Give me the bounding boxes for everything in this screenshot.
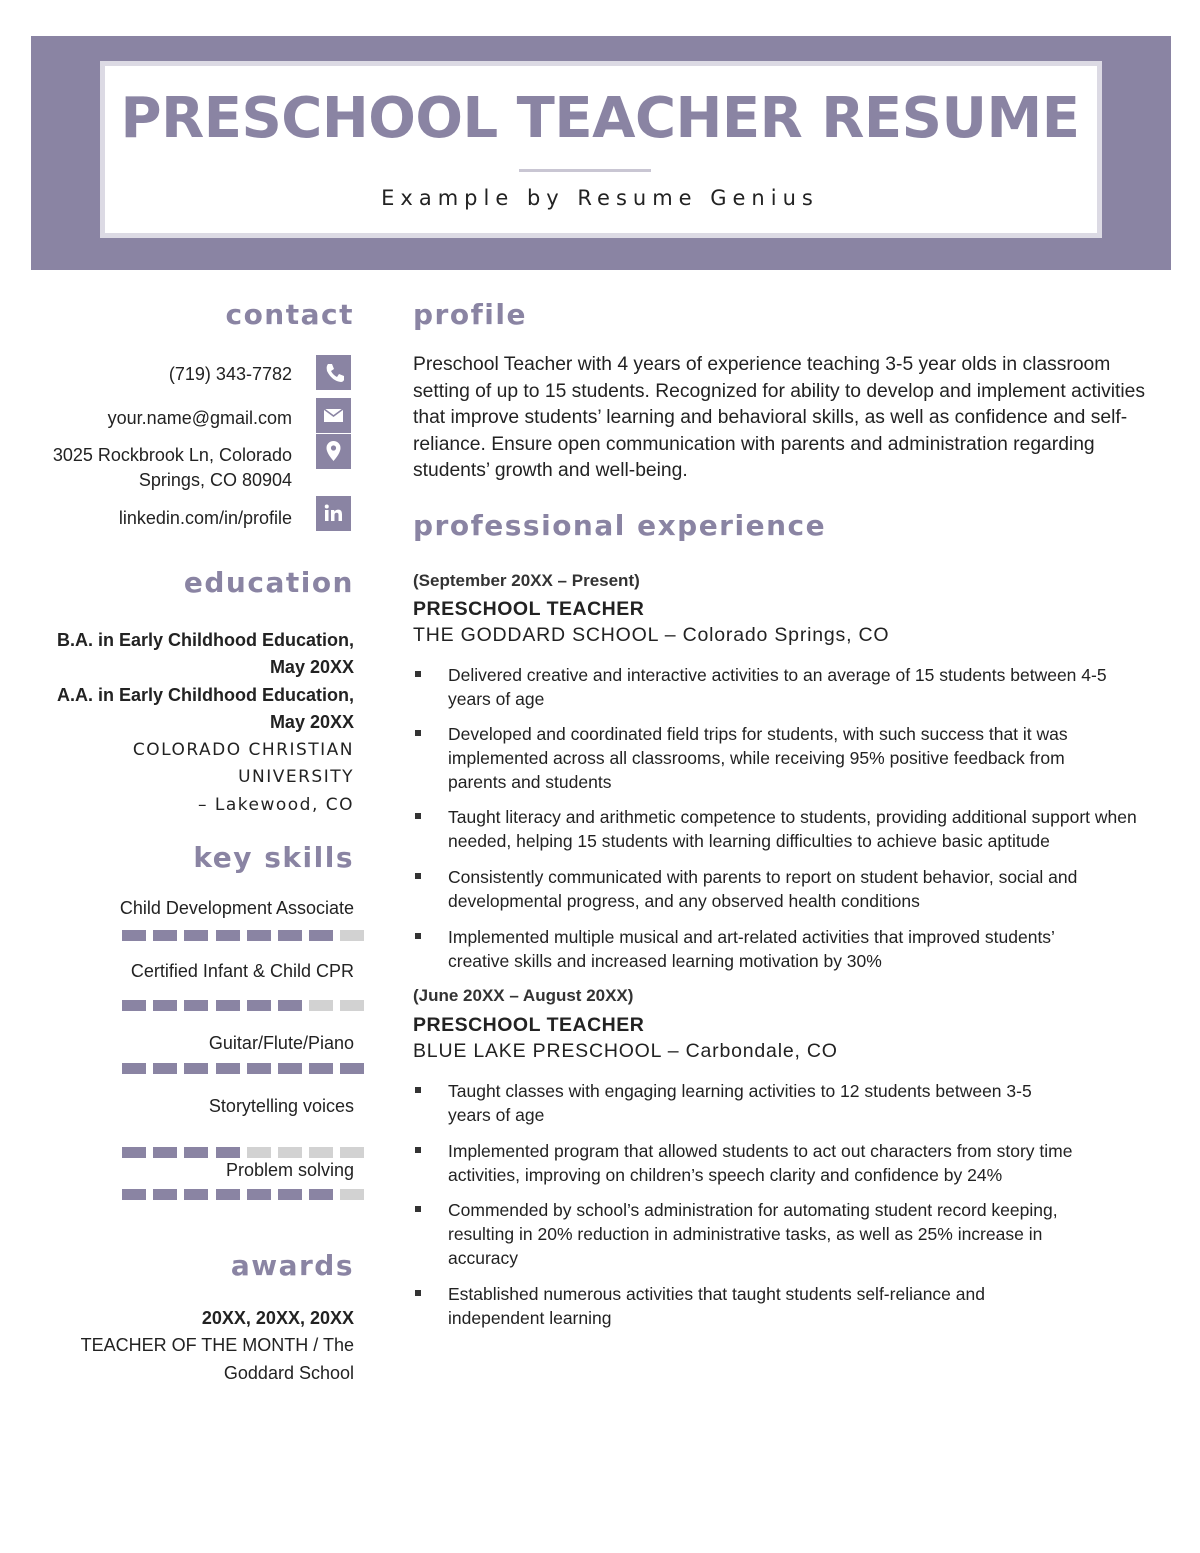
bullet-text: Developed and coordinated field trips for students, with such success that it was implemented across all classrooms, while receiving 95% positive feedback from parents and students	[448, 724, 1068, 792]
skills-heading: key skills	[193, 841, 354, 874]
education-degree2-line1: A.A. in Early Childhood Education,	[56, 685, 354, 705]
skill-segment-filled	[122, 1000, 146, 1011]
skill-segment-empty	[278, 1147, 302, 1158]
job-bullet	[413, 925, 1153, 973]
skill-bar	[122, 1000, 370, 1011]
skill-segment-empty	[309, 1000, 333, 1011]
skill-segment-empty	[309, 1147, 333, 1158]
skill-segment-filled	[278, 1189, 302, 1200]
resume-title: PRESCHOOL TEACHER RESUME	[120, 86, 1080, 151]
bullet-text: Taught classes with engaging learning activities to 12 students between 3-5 years of age	[448, 1081, 1032, 1125]
contact-email: your.name@gmail.com	[107, 408, 292, 428]
contact-phone: (719) 343-7782	[168, 364, 292, 384]
job-dates: (September 20XX – Present)	[413, 571, 640, 590]
title-divider	[519, 169, 651, 172]
resume-subtitle: Example by Resume Genius	[381, 186, 819, 210]
skill-segment-filled	[216, 1147, 240, 1158]
skill-segment-filled	[153, 1000, 177, 1011]
education-school-line3: – Lakewood, CO	[197, 795, 354, 815]
location-pin-icon	[316, 434, 351, 469]
skill-segment-filled	[153, 1147, 177, 1158]
skill-segment-filled	[122, 930, 146, 941]
skill-segment-filled	[184, 1189, 208, 1200]
skill-segment-empty	[340, 1189, 364, 1200]
job-bullet	[413, 1079, 1153, 1127]
bullet-square-icon	[415, 1290, 421, 1296]
bullet-text: Consistently communicated with parents to report on student behavior, social and developmental progress, and any observed health conditions	[448, 867, 1078, 911]
skill-segment-empty	[340, 1147, 364, 1158]
profile-heading: profile	[413, 298, 527, 331]
bullet-square-icon	[415, 671, 421, 677]
skill-segment-filled	[278, 1000, 302, 1011]
skill-segment-filled	[216, 930, 240, 941]
skill-segment-filled	[247, 1189, 271, 1200]
skill-label: Problem solving	[225, 1160, 354, 1180]
job-dates: (June 20XX – August 20XX)	[413, 986, 634, 1005]
bullet-square-icon	[415, 813, 421, 819]
bullet-text: Commended by school’s administration for automating student record keeping, resulting in 20% reduction in administrative tasks, as well as 25% increase in accuracy	[448, 1200, 1058, 1268]
skill-segment-filled	[247, 930, 271, 941]
skill-label: Storytelling voices	[208, 1096, 354, 1116]
skill-segment-filled	[216, 1000, 240, 1011]
skill-label: Certified Infant & Child CPR	[130, 961, 354, 981]
skill-segment-filled	[278, 930, 302, 941]
skill-segment-empty	[247, 1147, 271, 1158]
skill-label: Guitar/Flute/Piano	[208, 1033, 354, 1053]
skill-bar	[122, 930, 370, 941]
job-bullet	[413, 1282, 1153, 1330]
linkedin-icon[interactable]	[316, 496, 351, 531]
bullet-text: Delivered creative and interactive activities to an average of 15 students between 4-5 years of age	[448, 665, 1107, 709]
awards-heading: awards	[230, 1249, 354, 1282]
skill-segment-filled	[184, 1000, 208, 1011]
job-bullet	[413, 865, 1153, 913]
skill-segment-filled	[309, 930, 333, 941]
job-title: PRESCHOOL TEACHER	[413, 598, 645, 620]
contact-heading: contact	[225, 298, 354, 331]
skill-segment-filled	[247, 1000, 271, 1011]
awards-line2: Goddard School	[223, 1363, 354, 1383]
skill-segment-filled	[247, 1063, 271, 1074]
profile-text: Preschool Teacher with 4 years of experience teaching 3-5 year olds in classroom setting of up to 15 students. Recognized for ability to develop and implement activities that improve students’ learning and behavioral skills, as well as confidence and self-reliance. Ensure open communication with parents and administration regarding students’ growth and well-being.	[413, 354, 1146, 481]
skill-bar	[122, 1189, 370, 1200]
education-degree1-line2: May 20XX	[269, 657, 354, 677]
skill-segment-filled	[122, 1189, 146, 1200]
skill-segment-filled	[309, 1189, 333, 1200]
phone-icon	[316, 355, 351, 390]
skill-segment-filled	[309, 1063, 333, 1074]
skill-segment-filled	[184, 1147, 208, 1158]
education-degree1-line1: B.A. in Early Childhood Education,	[56, 630, 354, 650]
skill-segment-filled	[153, 1063, 177, 1074]
bullet-square-icon	[415, 1147, 421, 1153]
skill-label: Child Development Associate	[119, 898, 354, 918]
job-title: PRESCHOOL TEACHER	[413, 1014, 645, 1036]
job-bullet	[413, 663, 1153, 711]
skill-segment-empty	[340, 930, 364, 941]
job-organization: THE GODDARD SCHOOL – Colorado Springs, CO	[413, 624, 890, 646]
job-bullet	[413, 805, 1153, 853]
bullet-text: Established numerous activities that taught students self-reliance and independent learning	[448, 1284, 985, 1328]
contact-address-line1: 3025 Rockbrook Ln, Colorado	[52, 445, 292, 465]
email-icon	[316, 398, 351, 433]
education-heading: education	[183, 566, 354, 599]
skill-bar	[122, 1147, 370, 1158]
skill-segment-empty	[340, 1000, 364, 1011]
education-school-line2: UNIVERSITY	[238, 767, 354, 787]
bullet-text: Taught literacy and arithmetic competence to students, providing additional support when needed, helping 15 students with learning difficulties to achieve basic aptitude	[448, 807, 1137, 851]
skill-segment-filled	[278, 1063, 302, 1074]
bullet-text: Implemented multiple musical and art-related activities that improved students’ creative skills and increased learning motivation by 30%	[448, 927, 1055, 971]
bullet-square-icon	[415, 1087, 421, 1093]
contact-address-line2: Springs, CO 80904	[138, 470, 292, 490]
bullet-square-icon	[415, 933, 421, 939]
skill-segment-filled	[153, 930, 177, 941]
awards-years: 20XX, 20XX, 20XX	[201, 1308, 354, 1328]
job-bullet	[413, 722, 1153, 794]
bullet-square-icon	[415, 1206, 421, 1212]
skill-segment-filled	[184, 1063, 208, 1074]
education-degree2-line2: May 20XX	[269, 712, 354, 732]
skill-bar	[122, 1063, 370, 1074]
contact-linkedin[interactable]: linkedin.com/in/profile	[118, 508, 292, 528]
experience-heading: professional experience	[413, 509, 827, 542]
job-bullet	[413, 1139, 1153, 1187]
skill-segment-filled	[184, 930, 208, 941]
education-school-line1: COLORADO CHRISTIAN	[132, 740, 354, 760]
job-organization: BLUE LAKE PRESCHOOL – Carbondale, CO	[413, 1040, 838, 1062]
skill-segment-filled	[122, 1147, 146, 1158]
skill-segment-filled	[216, 1063, 240, 1074]
bullet-text: Implemented program that allowed students to act out characters from story time activities, improving on children’s speech clarity and confidence by 24%	[448, 1141, 1073, 1185]
bullet-square-icon	[415, 873, 421, 879]
awards-line1: TEACHER OF THE MONTH / The	[80, 1335, 354, 1355]
skill-segment-filled	[216, 1189, 240, 1200]
skill-segment-filled	[122, 1063, 146, 1074]
bullet-square-icon	[415, 730, 421, 736]
skill-segment-filled	[153, 1189, 177, 1200]
skill-segment-filled	[340, 1063, 364, 1074]
job-bullet	[413, 1198, 1153, 1270]
